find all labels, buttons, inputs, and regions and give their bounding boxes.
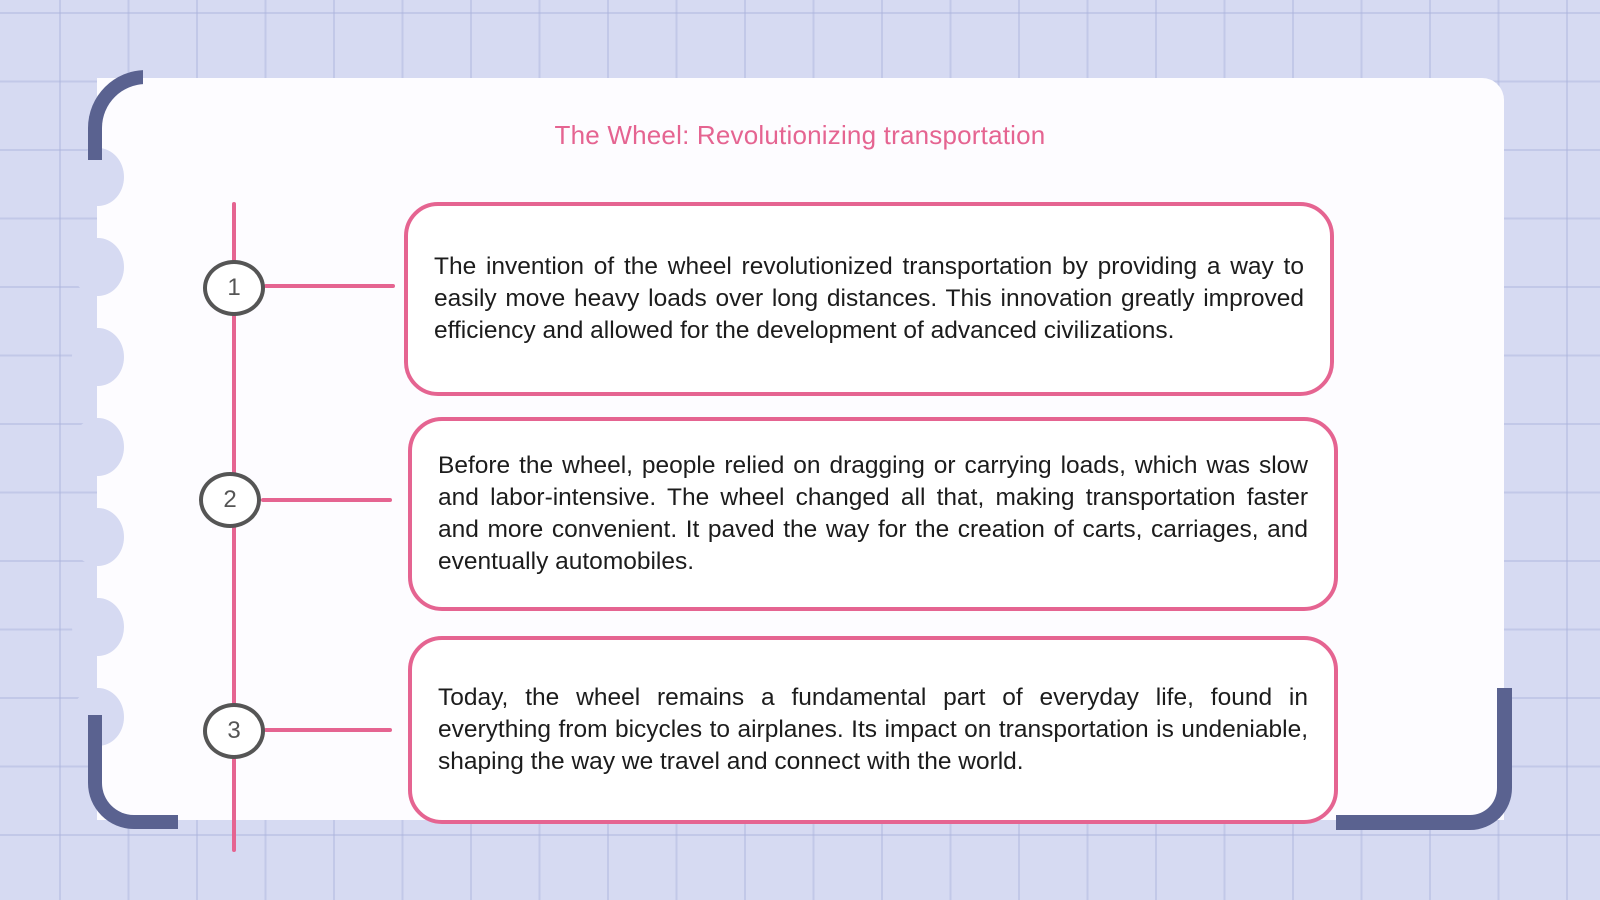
paper-edge-scallop <box>72 598 124 656</box>
marker-number: 3 <box>227 717 241 744</box>
frame-corner-bottom-right <box>1336 688 1512 830</box>
timeline-marker-2 <box>199 472 261 528</box>
paper-edge-scallop <box>72 238 124 296</box>
timeline-card-1 <box>404 202 1334 396</box>
paper-edge-scallop <box>72 508 124 566</box>
paper-edge-scallop <box>72 418 124 476</box>
card-text: Today, the wheel remains a fundamental part of everyday life, found in everything from bicycles to airplanes. Its impact on transportation is undeniable, shaping the way we travel and connect with the world. <box>438 684 1308 775</box>
timeline-marker-1 <box>203 260 265 316</box>
card-text: Before the wheel, people relied on dragging or carrying loads, which was slow and labor-intensive. The wheel changed all that, making transportation faster and more convenient. It paved the way for the creation of carts, carriages, and eventually automobiles. <box>438 452 1308 575</box>
timeline-marker-3 <box>203 703 265 759</box>
marker-number: 1 <box>227 274 241 301</box>
paper-edge-scallop <box>72 328 124 386</box>
frame-corner-bottom-left <box>88 715 178 829</box>
timeline-card-2 <box>408 417 1338 611</box>
timeline-connector <box>264 728 392 732</box>
timeline-connector <box>261 498 392 502</box>
timeline-card-3 <box>408 636 1338 824</box>
marker-number: 2 <box>223 486 237 513</box>
card-text: The invention of the wheel revolutionized transportation by providing a way to easily move heavy loads over long distances. This innovation greatly improved efficiency and allowed for the development of advanced civilizations. <box>434 253 1304 344</box>
timeline-connector <box>264 284 395 288</box>
slide-title: The Wheel: Revolutionizing transportation <box>554 120 1046 150</box>
